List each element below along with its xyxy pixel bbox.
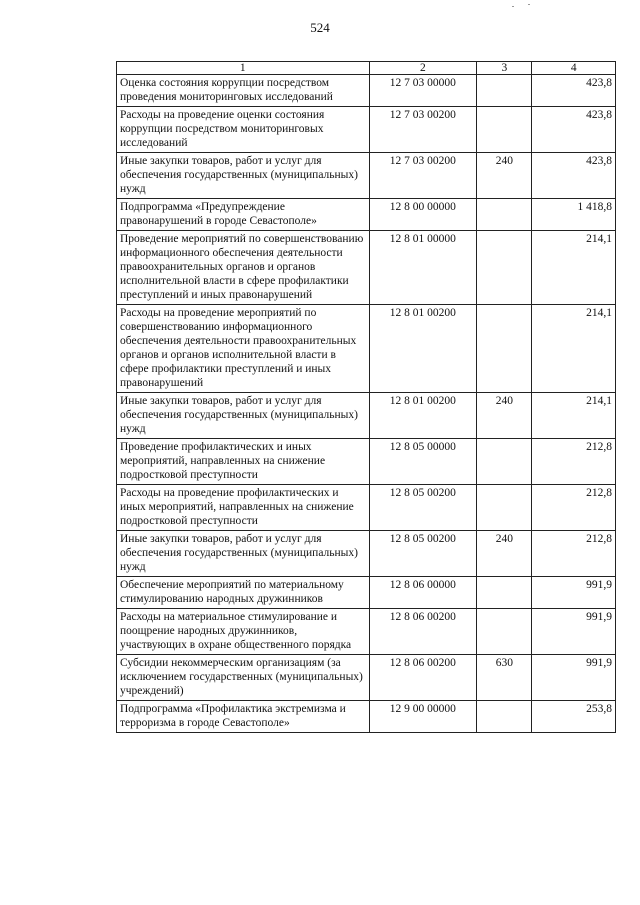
row-name-cell: Расходы на материальное стимулирование и поощрение народных дружинников, участвующих в охране общественного порядка — [117, 609, 370, 655]
row-code-cell: 12 8 06 00200 — [369, 609, 477, 655]
row-amount-cell: 212,8 — [532, 439, 616, 485]
row-type-cell — [477, 75, 532, 107]
row-name-cell: Обеспечение мероприятий по материальному стимулированию народных дружинников — [117, 577, 370, 609]
row-name-cell: Расходы на проведение мероприятий по совершенствованию информационного обеспечения деятельности правоохранительных органов и органов исполнительной власти в сфере профилактики преступлений и иных правонарушений — [117, 305, 370, 393]
table-row — [117, 231, 616, 305]
table-row — [117, 655, 616, 701]
page-number: 524 — [310, 20, 330, 35]
table-row — [117, 305, 616, 393]
row-amount-cell: 253,8 — [532, 701, 616, 733]
table-row — [117, 75, 616, 107]
row-code-cell: 12 8 06 00000 — [369, 577, 477, 609]
row-type-cell: 240 — [477, 153, 532, 199]
row-code-cell: 12 8 00 00000 — [369, 199, 477, 231]
row-amount-cell: 214,1 — [532, 231, 616, 305]
row-amount-cell: 991,9 — [532, 655, 616, 701]
row-name-cell: Подпрограмма «Профилактика экстремизма и терроризма в городе Севастополе» — [117, 701, 370, 733]
row-code-cell: 12 9 00 00000 — [369, 701, 477, 733]
column-header: 3 — [477, 62, 532, 75]
row-type-cell — [477, 439, 532, 485]
column-header: 2 — [369, 62, 477, 75]
row-code-cell: 12 8 06 00200 — [369, 655, 477, 701]
table-row — [117, 485, 616, 531]
table-row — [117, 153, 616, 199]
row-code-cell: 12 8 05 00000 — [369, 439, 477, 485]
row-name-cell: Подпрограмма «Предупреждение правонарушений в городе Севастополе» — [117, 199, 370, 231]
row-code-cell: 12 8 05 00200 — [369, 531, 477, 577]
row-amount-cell: 212,8 — [532, 531, 616, 577]
table-row — [117, 609, 616, 655]
table-row — [117, 439, 616, 485]
row-amount-cell: 423,8 — [532, 153, 616, 199]
row-type-cell: 630 — [477, 655, 532, 701]
row-name-cell: Расходы на проведение профилактических и иных мероприятий, направленных на снижение подростковой преступности — [117, 485, 370, 531]
column-header: 1 — [117, 62, 370, 75]
row-code-cell: 12 7 03 00000 — [369, 75, 477, 107]
row-type-cell — [477, 305, 532, 393]
row-name-cell: Проведение мероприятий по совершенствованию информационного обеспечения деятельности правоохранительных органов и органов исполнительной власти в сфере профилактики преступлений и иных правонарушений — [117, 231, 370, 305]
row-code-cell: 12 8 01 00000 — [369, 231, 477, 305]
row-type-cell — [477, 231, 532, 305]
row-amount-cell: 212,8 — [532, 485, 616, 531]
row-type-cell — [477, 485, 532, 531]
row-type-cell — [477, 701, 532, 733]
row-amount-cell: 991,9 — [532, 609, 616, 655]
row-code-cell: 12 7 03 00200 — [369, 107, 477, 153]
row-name-cell: Расходы на проведение оценки состояния коррупции посредством мониторинговых исследований — [117, 107, 370, 153]
column-header: 4 — [532, 62, 616, 75]
row-type-cell — [477, 577, 532, 609]
row-amount-cell: 991,9 — [532, 577, 616, 609]
table-row — [117, 701, 616, 733]
row-name-cell: Иные закупки товаров, работ и услуг для обеспечения государственных (муниципальных) нужд — [117, 393, 370, 439]
row-name-cell: Иные закупки товаров, работ и услуг для обеспечения государственных (муниципальных) нужд — [117, 531, 370, 577]
row-name-cell: Иные закупки товаров, работ и услуг для обеспечения государственных (муниципальных) нужд — [117, 153, 370, 199]
row-type-cell — [477, 609, 532, 655]
row-code-cell: 12 8 05 00200 — [369, 485, 477, 531]
row-name-cell: Проведение профилактических и иных мероприятий, направленных на снижение подростковой преступности — [117, 439, 370, 485]
row-amount-cell: 423,8 — [532, 107, 616, 153]
table-row — [117, 199, 616, 231]
row-type-cell: 240 — [477, 393, 532, 439]
row-amount-cell: 214,1 — [532, 393, 616, 439]
budget-table — [116, 61, 616, 733]
row-name-cell: Субсидии некоммерческим организациям (за исключением государственных (муниципальных) учреждений) — [117, 655, 370, 701]
row-name-cell: Оценка состояния коррупции посредством проведения мониторинговых исследований — [117, 75, 370, 107]
row-amount-cell: 214,1 — [532, 305, 616, 393]
row-code-cell: 12 8 01 00200 — [369, 393, 477, 439]
row-code-cell: 12 8 01 00200 — [369, 305, 477, 393]
scan-speck — [512, 6, 514, 7]
row-type-cell — [477, 107, 532, 153]
table-row — [117, 393, 616, 439]
table-header-row — [117, 62, 616, 75]
scan-speck — [528, 4, 530, 5]
table-row — [117, 531, 616, 577]
row-amount-cell: 1 418,8 — [532, 199, 616, 231]
row-amount-cell: 423,8 — [532, 75, 616, 107]
table-row — [117, 577, 616, 609]
row-type-cell — [477, 199, 532, 231]
row-type-cell: 240 — [477, 531, 532, 577]
table-row — [117, 107, 616, 153]
row-code-cell: 12 7 03 00200 — [369, 153, 477, 199]
